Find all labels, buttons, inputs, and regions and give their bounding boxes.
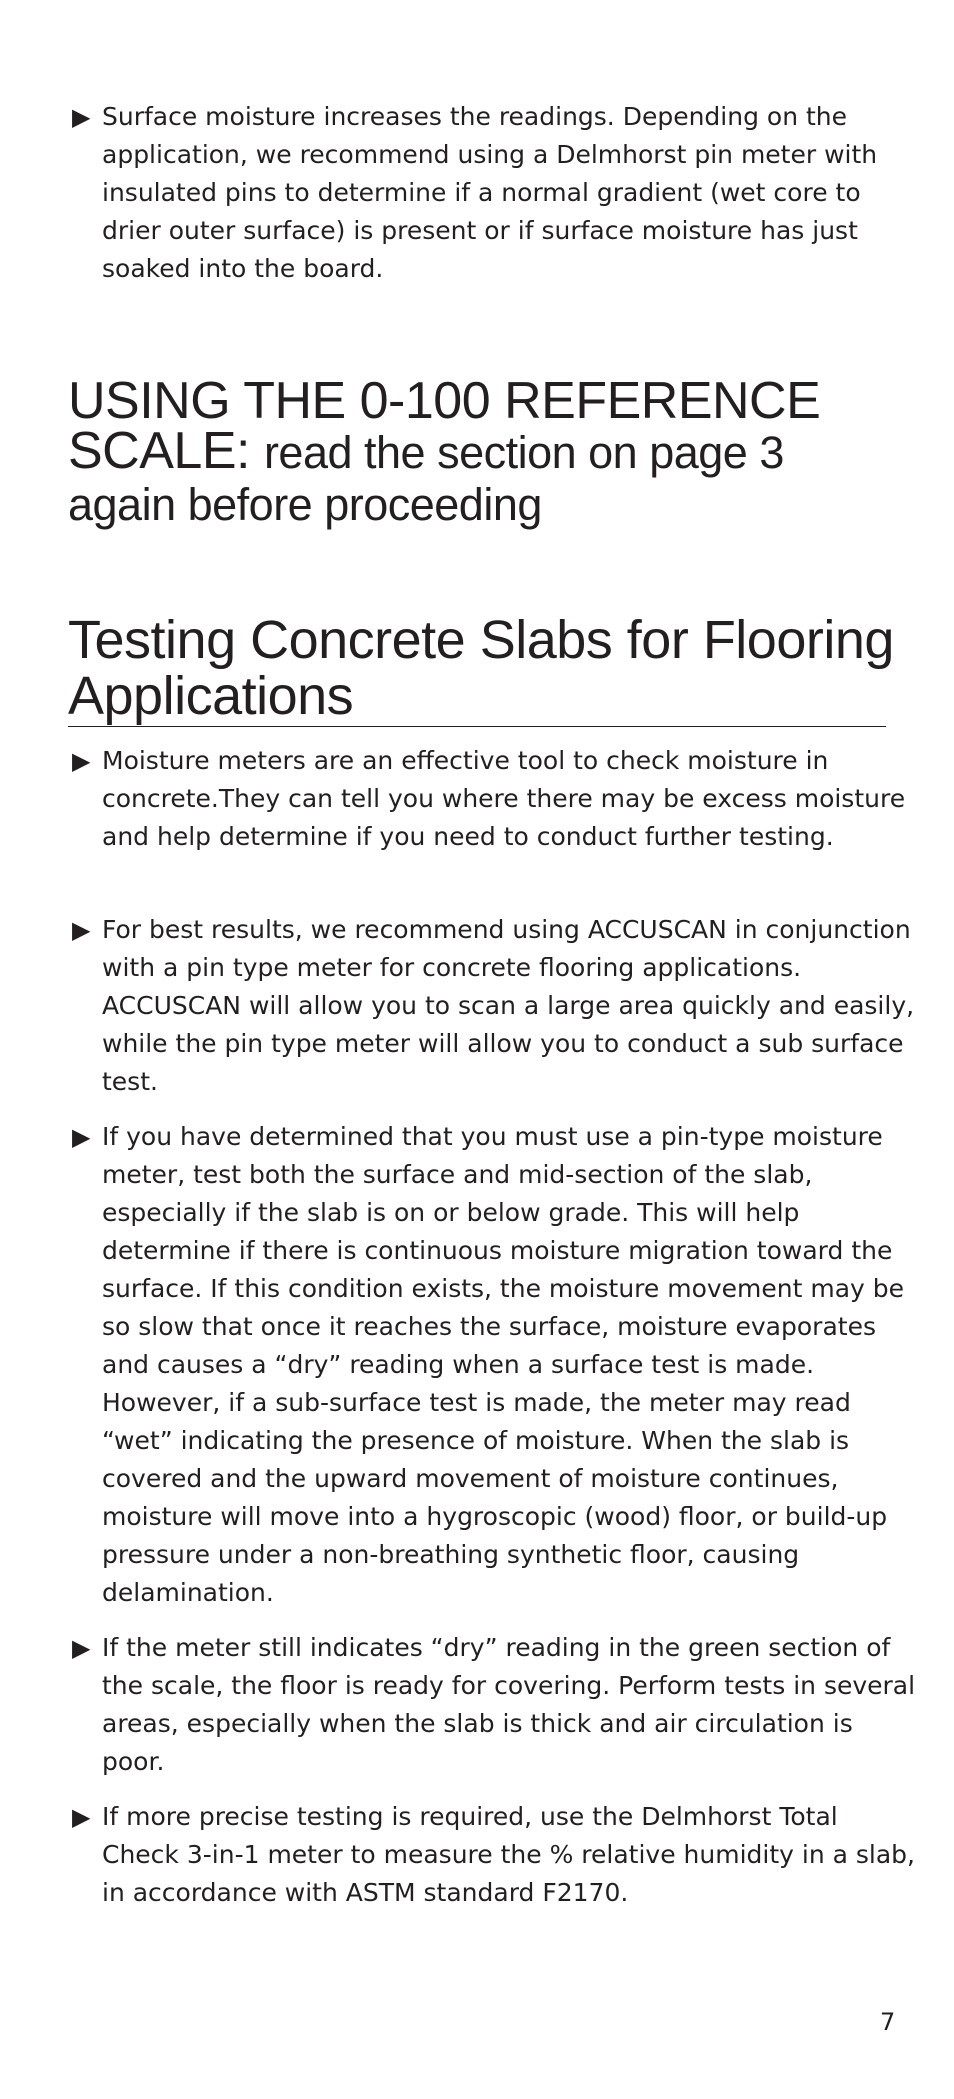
bullet-arrow-icon: ▶: [72, 916, 91, 944]
bullet-arrow-icon: ▶: [72, 103, 91, 131]
bullet-item: [72, 911, 922, 1101]
intro-text: Surface moisture increases the readings. Depending on the application, we recommend using a Delmhorst pin meter with insulated pins to determine if a normal gradient (wet core to drier outer surface) is present or if surface moisture has just soaked into the board.: [102, 102, 878, 283]
bullet-text: Moisture meters are an effective tool to check moisture in concrete.They can tell you where there may be excess moisture and help determine if you need to conduct further testing.: [102, 746, 906, 851]
reference-scale-heading: [68, 372, 898, 530]
reference-heading-rest: read the section on page 3 again before proceeding: [68, 427, 784, 530]
bullet-item: [72, 1629, 922, 1781]
bullet-item: [72, 1118, 922, 1612]
bullet-text: If more precise testing is required, use the Delmhorst Total Check 3-in-1 meter to measure the % relative humidity in a slab, in accordance with ASTM standard F2170.: [102, 1802, 915, 1907]
bullet-arrow-icon: ▶: [72, 1123, 91, 1151]
bullet-arrow-icon: ▶: [72, 1634, 91, 1662]
bullet-text: If you have determined that you must use a pin-type moisture meter, test both the surface and mid-section of the slab, especially if the slab is on or below grade. This will help determine if there is continuous moisture migration toward the surface. If this condition exists, the moisture movement may be so slow that once it reaches the surface, moisture evaporates and causes a “dry” reading when a surface test is made. However, if a sub-surface test is made, the meter may read “wet” indicating the presence of moisture. When the slab is covered and the upward movement of moisture continues, moisture will move into a hygroscopic (wood) floor, or build-up pressure under a non-breathing synthetic floor, causing delamination.: [102, 1122, 905, 1607]
bullet-arrow-icon: ▶: [72, 1803, 91, 1831]
intro-bullet: [72, 98, 922, 288]
page-number: 7: [880, 2008, 896, 2036]
bullet-item: [72, 1798, 922, 1912]
reference-heading-caps: USING THE 0-100 REFERENCE SCALE:: [68, 372, 821, 480]
section-heading: Testing Concrete Slabs for Flooring Applications: [68, 610, 894, 726]
bullet-item: [72, 742, 922, 856]
bullet-text: For best results, we recommend using ACCUSCAN in conjunction with a pin type meter for concrete flooring applications. ACCUSCAN will allow you to scan a large area quickly and easily, while the pin type meter will allow you to conduct a sub surface test.: [102, 915, 915, 1096]
bullet-arrow-icon: ▶: [72, 747, 91, 775]
bullet-text: If the meter still indicates “dry” reading in the green section of the scale, the floor is ready for covering. Perform tests in several areas, especially when the slab is thick and air circulation is poor.: [102, 1633, 916, 1776]
section-divider: [68, 726, 886, 727]
